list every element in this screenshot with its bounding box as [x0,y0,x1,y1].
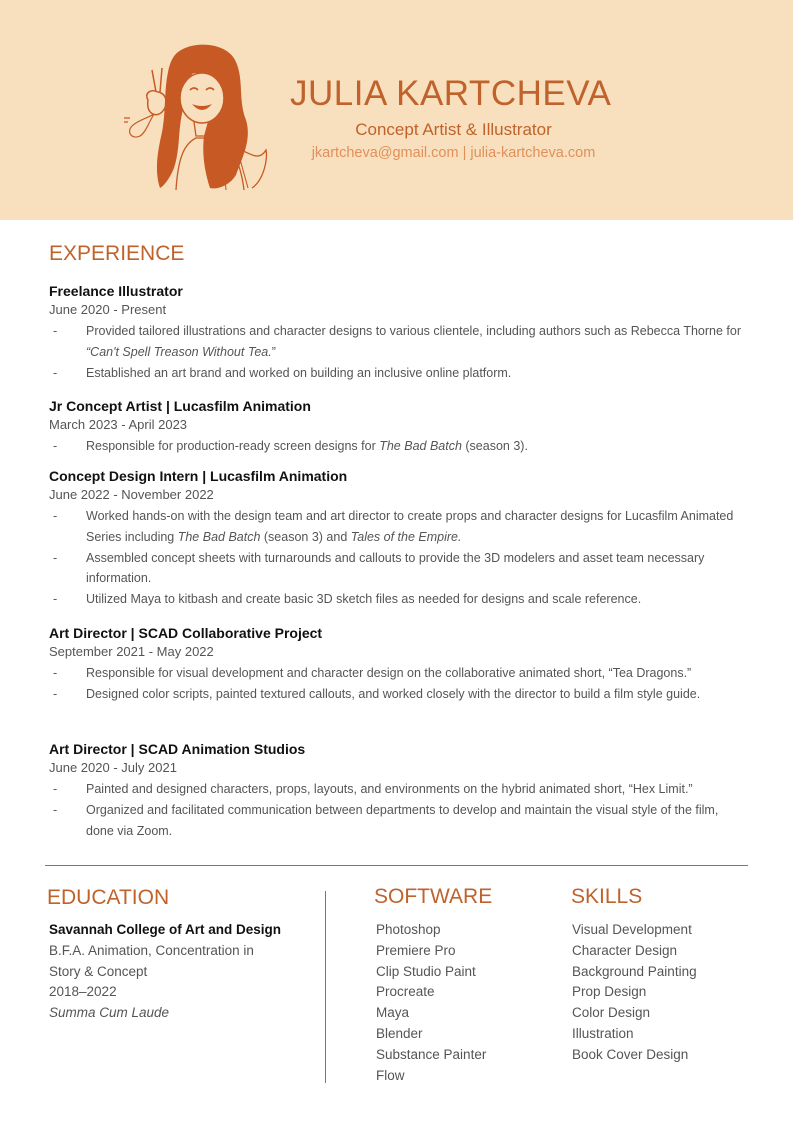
software-item: Clip Studio Paint [376,963,476,979]
skill-item: Background Painting [572,963,697,979]
job-bullets [49,506,749,610]
job-role: Concept Artist & Illustrator [355,120,552,139]
software-item: Blender [376,1025,423,1041]
bullet-item: - Responsible for production-ready screen designs for The Bad Batch (season 3). [49,436,749,457]
job-entry [49,466,749,610]
education-heading: EDUCATION [47,886,170,909]
bullet-item: - Organized and facilitated communication between departments to develop and maintain the visual style of the film, done via Zoom. [49,800,749,842]
software-item: Maya [376,1005,410,1021]
software-item: Substance Painter [376,1046,487,1062]
job-title: Jr Concept Artist | Lucasfilm Animation [49,398,311,414]
degree-line: B.F.A. Animation, Concentration in [49,942,254,958]
skills-list [572,920,697,1066]
job-entry [49,281,749,383]
honors: Summa Cum Laude [49,1005,170,1021]
school-name: Savannah College of Art and Design [49,922,282,937]
job-bullets [49,779,749,841]
contact-info[interactable]: jkartcheva@gmail.com | julia-kartcheva.com [311,145,596,161]
job-date: June 2020 - July 2021 [49,760,177,775]
bullet-item: - Established an art brand and worked on building an inclusive online platform. [49,363,749,384]
column-divider [325,891,326,1083]
job-bullets [49,321,749,383]
software-item: Flow [376,1067,405,1083]
software-heading: SOFTWARE [374,885,493,908]
skill-item: Prop Design [572,984,647,1000]
skill-item: Book Cover Design [572,1046,689,1062]
skill-item: Character Design [572,942,678,958]
job-title: Art Director | SCAD Collaborative Project [49,625,323,641]
section-divider [45,865,748,866]
job-bullets [49,436,749,457]
software-list [376,920,486,1086]
bullet-item: - Designed color scripts, painted textured callouts, and worked closely with the director to build a film style guide. [49,684,749,705]
education-years: 2018–2022 [49,984,117,1000]
degree-line: Story & Concept [49,963,148,979]
job-date: March 2023 - April 2023 [49,417,188,432]
education-block [49,920,319,1024]
bullet-item: - Assembled concept sheets with turnarounds and callouts to provide the 3D modelers and asset team necessary information. [49,548,749,590]
skill-item: Color Design [572,1005,651,1021]
full-name: JULIA KARTCHEVA [290,74,612,113]
skill-item: Illustration [572,1025,634,1041]
bullet-item: - Painted and designed characters, props, layouts, and environments on the hybrid animated short, “Hex Limit.” [49,779,749,800]
job-title: Concept Design Intern | Lucasfilm Animation [49,468,348,484]
software-item: Procreate [376,984,435,1000]
job-entry [49,739,749,841]
job-title: Art Director | SCAD Animation Studios [49,741,306,757]
job-date: June 2022 - November 2022 [49,487,214,502]
software-item: Premiere Pro [376,942,456,958]
bullet-item: - Worked hands-on with the design team and art director to create props and character designs for Lucasfilm Animated Series including The Bad Batch (season 3) and Tales of the Empire. [49,506,749,548]
skill-item: Visual Development [572,922,692,937]
job-entry [49,623,749,705]
skills-heading: SKILLS [571,885,643,908]
job-entry [49,396,749,457]
bullet-item: - Responsible for visual development and character design on the collaborative animated short, “Tea Dragons.” [49,663,749,684]
experience-heading: EXPERIENCE [49,242,185,265]
bullet-item: - Utilized Maya to kitbash and create basic 3D sketch files as needed for designs and scale reference. [49,589,749,610]
bullet-item: - Provided tailored illustrations and character designs to various clientele, including authors such as Rebecca Thorne for “Can't Spell Treason Without Tea.” [49,321,749,363]
job-date: June 2020 - Present [49,302,167,317]
job-title: Freelance Illustrator [49,283,183,299]
illustrated-self-portrait-icon [118,40,278,195]
header-banner [0,0,793,220]
job-bullets [49,663,749,705]
software-item: Photoshop [376,922,441,937]
job-date: September 2021 - May 2022 [49,644,214,659]
